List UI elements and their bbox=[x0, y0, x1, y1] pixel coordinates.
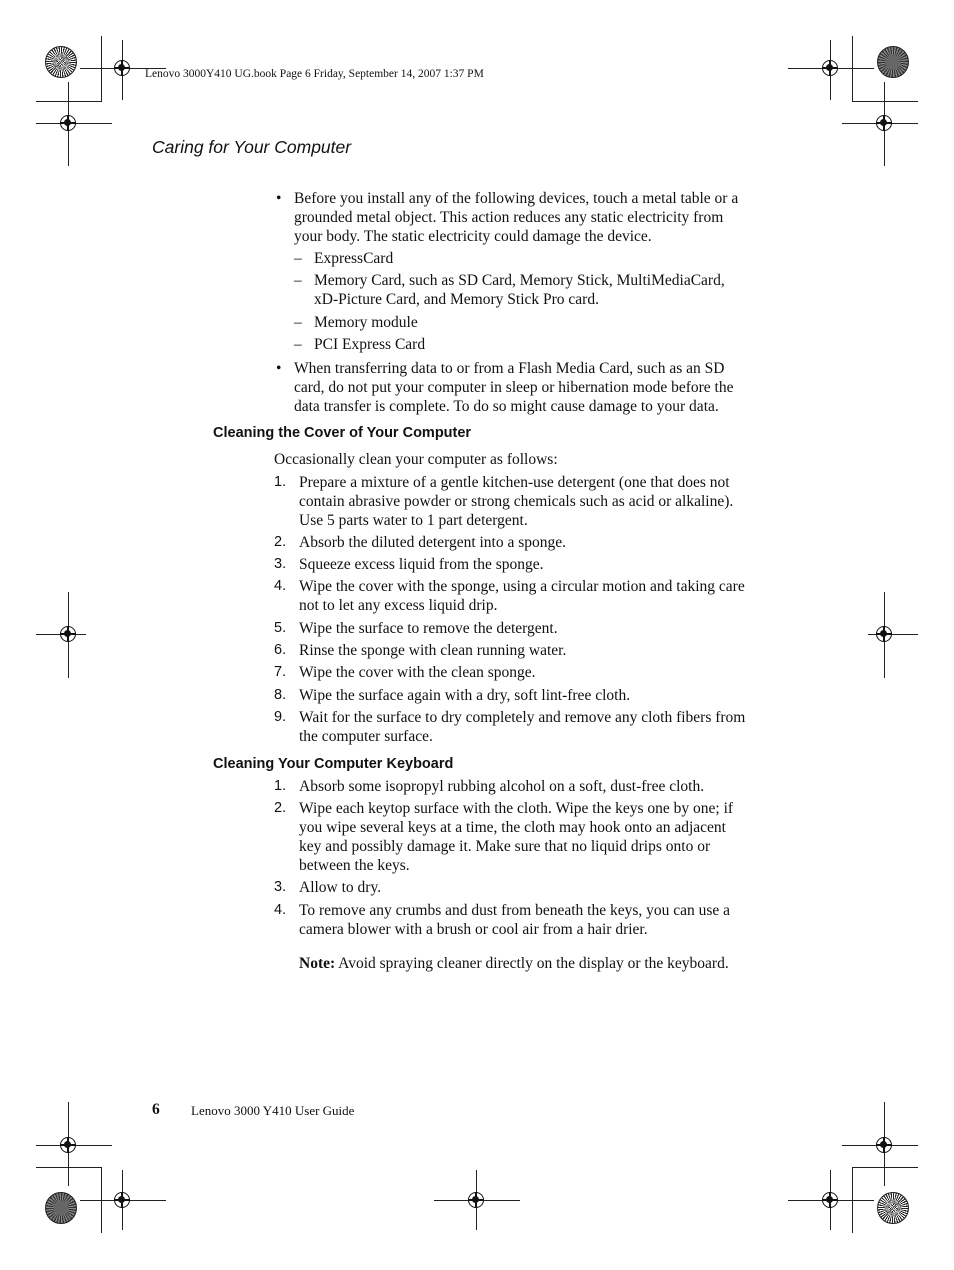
step-text: Wipe the surface to remove the detergent. bbox=[299, 620, 558, 637]
step-text: To remove any crumbs and dust from beneath the keys, you can use a camera blower with a brush or cool air from a hair drier. bbox=[299, 902, 731, 938]
step-text: Wipe each keytop surface with the cloth. Wipe the keys one by one; if you wipe several keys at a time, the cloth may hook onto an adjacent key and possibly damage it. Make sure that no liquid drips onto or between the keys. bbox=[299, 800, 734, 874]
subitem-marker: – bbox=[294, 272, 302, 289]
bullet-marker: • bbox=[276, 360, 282, 377]
print-header: Lenovo 3000Y410 UG.book Page 6 Friday, September 14, 2007 1:37 PM bbox=[145, 68, 484, 80]
step-number: 1. bbox=[274, 778, 287, 794]
step-number: 4. bbox=[274, 578, 287, 594]
registration-mark-icon bbox=[876, 1137, 892, 1153]
bullet-text: Before you install any of the following devices, touch a metal table or a grounded metal object. This action reduces any static electricity from your body. The static electricity could damage the device. bbox=[294, 190, 739, 245]
note-label: Note: bbox=[299, 955, 336, 972]
step-number: 1. bbox=[274, 474, 287, 490]
subitem-text: Memory Card, such as SD Card, Memory Stick, MultiMediaCard, xD-Picture Card, and Memory Stick Pro card. bbox=[314, 272, 725, 308]
step-number: 2. bbox=[274, 800, 287, 816]
step-text: Wipe the cover with the sponge, using a circular motion and taking care not to let any excess liquid drip. bbox=[299, 578, 745, 614]
step-text: Absorb some isopropyl rubbing alcohol on a soft, dust-free cloth. bbox=[299, 778, 705, 795]
page-number: 6 bbox=[152, 1101, 160, 1118]
registration-mark-icon bbox=[60, 626, 76, 642]
step-text: Wipe the surface again with a dry, soft lint-free cloth. bbox=[299, 687, 631, 704]
registration-mark-icon bbox=[468, 1192, 484, 1208]
section-title: Caring for Your Computer bbox=[152, 137, 352, 157]
registration-mark-icon bbox=[114, 60, 130, 76]
registration-mark-icon bbox=[60, 115, 76, 131]
subitem-text: ExpressCard bbox=[314, 250, 394, 267]
subitem-marker: – bbox=[294, 250, 302, 267]
step-text: Absorb the diluted detergent into a sponge. bbox=[299, 534, 567, 551]
step-text: Wait for the surface to dry completely and remove any cloth fibers from the computer surface. bbox=[299, 709, 746, 745]
step-number: 9. bbox=[274, 709, 287, 725]
color-target-icon bbox=[45, 46, 77, 78]
cover-section-heading: Cleaning the Cover of Your Computer bbox=[213, 425, 472, 441]
step-text: Allow to dry. bbox=[299, 879, 382, 896]
subitem-text: Memory module bbox=[314, 314, 418, 331]
color-target-icon bbox=[877, 46, 909, 78]
step-number: 4. bbox=[274, 902, 287, 918]
bullet-text: When transferring data to or from a Flash Media Card, such as an SD card, do not put your computer in sleep or hibernation mode before the data transfer is complete. To do so might cause damage to your data. bbox=[294, 360, 734, 415]
registration-mark-icon bbox=[876, 626, 892, 642]
step-number: 3. bbox=[274, 879, 287, 895]
step-text: Rinse the sponge with clean running water. bbox=[299, 642, 567, 659]
subitem-marker: – bbox=[294, 314, 302, 331]
registration-mark-icon bbox=[876, 115, 892, 131]
cover-section-intro: Occasionally clean your computer as follows: bbox=[274, 451, 558, 468]
step-text: Squeeze excess liquid from the sponge. bbox=[299, 556, 544, 573]
footer-guide-title: Lenovo 3000 Y410 User Guide bbox=[191, 1103, 355, 1118]
registration-mark-icon bbox=[822, 60, 838, 76]
step-number: 3. bbox=[274, 556, 287, 572]
keyboard-note bbox=[299, 954, 729, 973]
step-number: 5. bbox=[274, 620, 287, 636]
color-target-icon bbox=[877, 1192, 909, 1224]
keyboard-section-heading: Cleaning Your Computer Keyboard bbox=[213, 756, 454, 772]
step-text: Prepare a mixture of a gentle kitchen-use detergent (one that does not contain abrasive powder or strong chemicals such as acid or alkaline). Use 5 parts water to 1 part detergent. bbox=[299, 474, 734, 529]
step-number: 2. bbox=[274, 534, 287, 550]
step-number: 7. bbox=[274, 664, 287, 680]
subitem-text: PCI Express Card bbox=[314, 336, 426, 353]
registration-mark-icon bbox=[60, 1137, 76, 1153]
note-text: Avoid spraying cleaner directly on the display or the keyboard. bbox=[335, 955, 729, 972]
subitem-marker: – bbox=[294, 336, 302, 353]
bullet-marker: • bbox=[276, 190, 282, 207]
color-target-icon bbox=[45, 1192, 77, 1224]
registration-mark-icon bbox=[114, 1192, 130, 1208]
step-text: Wipe the cover with the clean sponge. bbox=[299, 664, 536, 681]
step-number: 6. bbox=[274, 642, 287, 658]
registration-mark-icon bbox=[822, 1192, 838, 1208]
step-number: 8. bbox=[274, 687, 287, 703]
